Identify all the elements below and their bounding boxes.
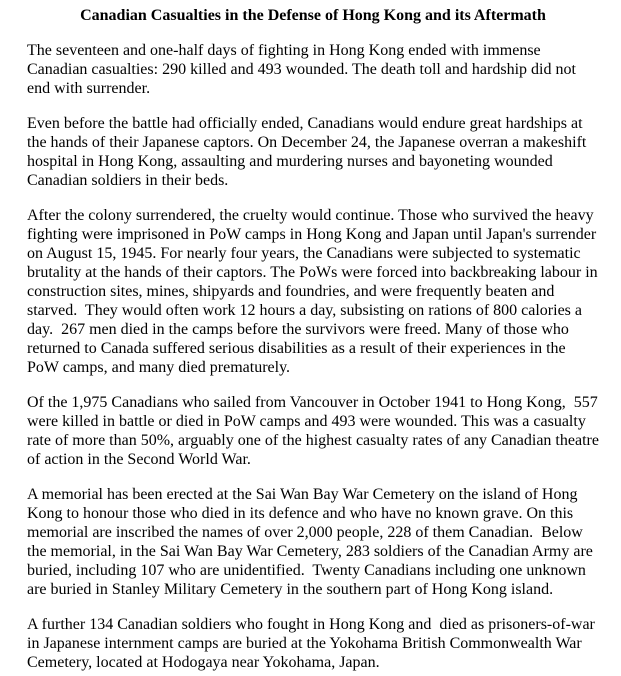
paragraph-casualty-rate: Of the 1,975 Canadians who sailed from Vancouver in October 1941 to Hong Kong, 557 were killed in battle or died in PoW camps and 493 were wounded. This was a casualty rate of more than 50%, arguably one of the highest casualty rates of any Canadian theatre of action in the Second World War. xyxy=(27,394,603,468)
paragraph-casualty-summary: The seventeen and one-half days of fighting in Hong Kong ended with immense Canadian casualties: 290 killed and 493 wounded. The death toll and hardship did not end with surrender. xyxy=(27,42,580,97)
paragraph-pow-camps: After the colony surrendered, the cruelty would continue. Those who survived the heavy fighting were imprisoned in PoW camps in Hong Kong and Japan until Japan's surrender on August 15, 1945. For nearly four years, the Canadians were subjected to systematic brutality at the hands of their captors. The PoWs were forced into backbreaking labour in construction sites, mines, shipyards and foundries, and were frequently beaten and starved. They would often work 12 hours a day, subsisting on rations of 800 calories a day. 267 men died in the camps before the survivors were freed. Many of those who returned to Canada suffered serious disabilities as a result of their experiences in the PoW camps, and many died prematurely. xyxy=(27,207,602,376)
paragraph-yokohama-cemetery: A further 134 Canadian soldiers who fought in Hong Kong and died as prisoners-of-war in Japanese internment camps are buried at the Yokohama British Commonwealth War Cemetery, located at Hodogaya near Yokohama, Japan. xyxy=(27,616,599,671)
document-title: Canadian Casualties in the Defense of Hong Kong and its Aftermath xyxy=(80,7,546,24)
paragraph-sai-wan-memorial: A memorial has been erected at the Sai Wan Bay War Cemetery on the island of Hong Kong to honour those who died in its defence and who have no known grave. On this memorial are inscribed the names of over 2,000 people, 228 of them Canadian. Below the memorial, in the Sai Wan Bay War Cemetery, 283 soldiers of the Canadian Army are buried, including 107 who are unidentified. Twenty Canadians including one unknown are buried in Stanley Military Cemetery in the southern part of Hong Kong island. xyxy=(27,486,597,598)
paragraph-hospital-atrocity: Even before the battle had officially ended, Canadians would endure great hardships at the hands of their Japanese captors. On December 24, the Japanese overran a makeshift hospital in Hong Kong, assaulting and murdering nurses and bayoneting wounded Canadian soldiers in their beds. xyxy=(27,115,591,189)
